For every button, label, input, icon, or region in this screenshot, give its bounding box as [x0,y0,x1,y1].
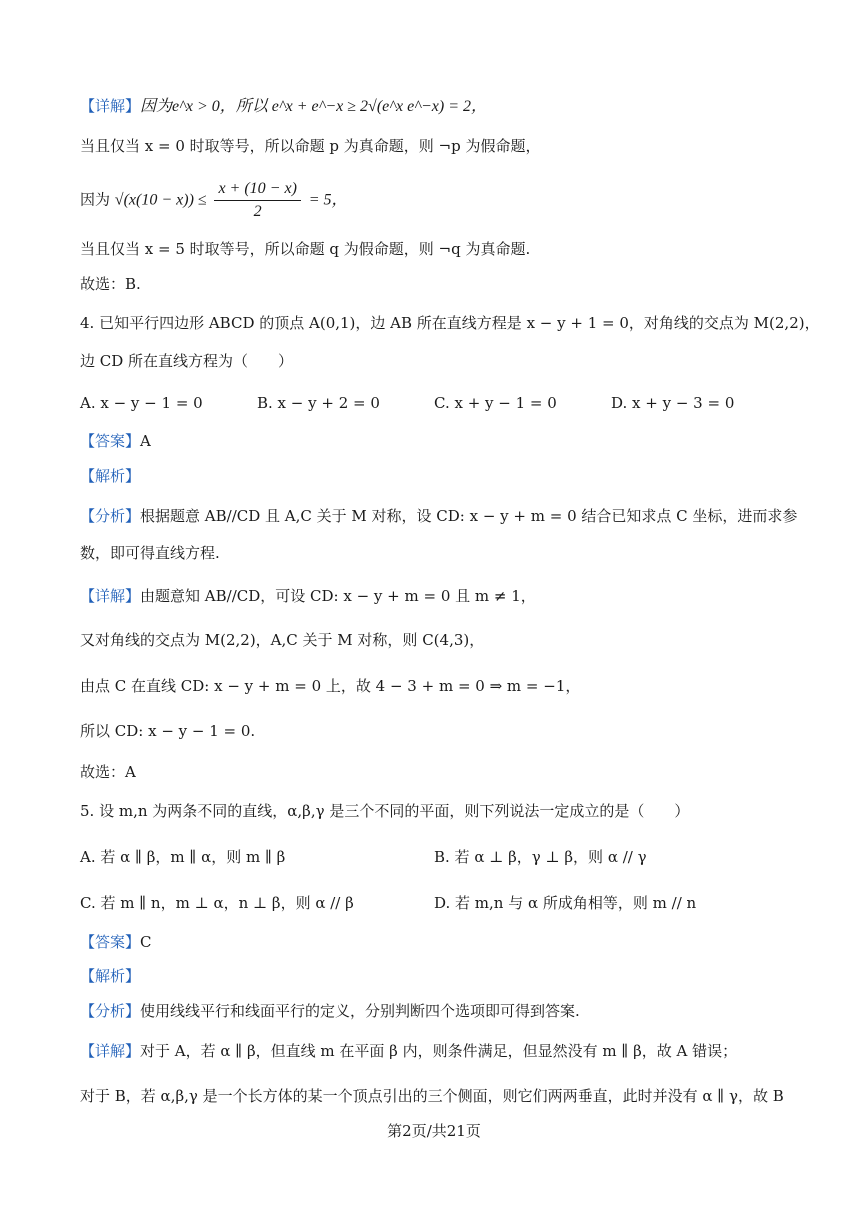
q5-detail-text-1: 对于 A，若 α ∥ β，但直线 m 在平面 β 内，则条件满足，但显然没有 m ∥ β，故 A 错误； [140,1042,738,1060]
q4-detail-line-2: 又对角线的交点为 M(2,2)，A,C 关于 M 对称，则 C(4,3)， [80,631,485,649]
fraction-denominator: 2 [253,203,262,220]
q4-detail-line-3: 由点 C 在直线 CD: x − y + m = 0 上，故 4 − 3 + m = 0 ⇒ m = −1， [80,677,581,695]
q4-answer [80,430,151,452]
q4-fenxi-line-2: 数，即可得直线方程. [80,544,220,562]
q3-detail-text-1: 因为e^x > 0，所以 e^x + e^−x ≥ 2√(e^x e^−x) = 2， [140,98,487,115]
detail-tag: 【详解】 [80,1042,141,1060]
q3-detail-line-2: 当且仅当 x = 0 时取等号，所以命题 p 为真命题，则 ¬p 为假命题， [80,137,541,155]
q3-line3-prefix: 因为 [80,190,111,209]
fenxi-tag: 【分析】 [80,507,141,525]
q4-detail-text-1: 由题意知 AB//CD，可设 CD: x − y + m = 0 且 m ≠ 1， [140,587,536,605]
q5-answer [80,931,152,953]
fenxi-tag: 【分析】 [80,1002,141,1020]
q4-stem-line-1: 4. 已知平行四边形 ABCD 的顶点 A(0,1)，边 AB 所在直线方程是 x − y + 1 = 0，对角线的交点为 M(2,2)， [80,314,820,332]
q4-detail-line-4: 所以 CD: x − y − 1 = 0. [80,722,256,740]
detail-tag: 【详解】 [80,97,141,115]
page-number-footer: 第2页/共21页 [387,1122,481,1140]
q3-detail-line-3 [80,178,348,223]
q5-option-a: A. 若 α ∥ β，m ∥ α，则 m ∥ β [80,848,286,866]
q4-choice: 故选：A [80,763,136,781]
q5-option-c: C. 若 m ∥ n，m ⊥ α，n ⊥ β，则 α // β [80,894,354,912]
q3-detail-line-4: 当且仅当 x = 5 时取等号，所以命题 q 为假命题，则 ¬q 为真命题. [80,240,531,258]
fraction-numerator: x + (10 − x) [214,178,300,201]
q3-line3-fraction [214,178,300,223]
q5-fenxi-text: 使用线线平行和线面平行的定义，分别判断四个选项即可得到答案. [140,1002,580,1020]
q3-line3-suffix: = 5， [308,191,348,209]
q4-answer-value: A [140,432,151,450]
q5-stem: 5. 设 m,n 为两条不同的直线，α,β,γ 是三个不同的平面，则下列说法一定成立的是（ ） [80,802,690,820]
q4-detail-line-1 [80,585,536,607]
q5-option-d: D. 若 m,n 与 α 所成角相等，则 m // n [434,894,697,912]
q5-analysis-tag: 【解析】 [80,967,141,985]
q4-option-d: D. x + y − 3 = 0 [611,394,735,412]
q4-option-a: A. x − y − 1 = 0 [80,394,203,412]
q4-fenxi-text-1: 根据题意 AB//CD 且 A,C 关于 M 对称，设 CD: x − y + m = 0 结合已知求点 C 坐标，进而求参 [140,507,798,525]
q4-option-c: C. x + y − 1 = 0 [434,394,557,412]
q4-fenxi-line-1 [80,505,797,527]
q5-answer-value: C [140,933,152,951]
q5-fenxi-line [80,1000,580,1022]
answer-tag: 【答案】 [80,432,141,450]
q3-line3-sqrt: √(x(10 − x)) ≤ [114,191,207,209]
q3-detail-line-1 [80,95,487,118]
q5-option-b: B. 若 α ⊥ β，γ ⊥ β，则 α // γ [434,848,647,866]
q3-choice: 故选：B. [80,275,141,293]
q5-detail-line-1 [80,1040,737,1062]
q4-option-b: B. x − y + 2 = 0 [257,394,380,412]
detail-tag: 【详解】 [80,587,141,605]
answer-tag: 【答案】 [80,933,141,951]
q5-detail-line-2: 对于 B，若 α,β,γ 是一个长方体的某一个顶点引出的三个侧面，则它们两两垂直，此时并没有 α ∥ γ，故 B [80,1087,784,1105]
q4-stem-line-2: 边 CD 所在直线方程为（ ） [80,352,294,370]
q4-analysis-tag: 【解析】 [80,467,141,485]
